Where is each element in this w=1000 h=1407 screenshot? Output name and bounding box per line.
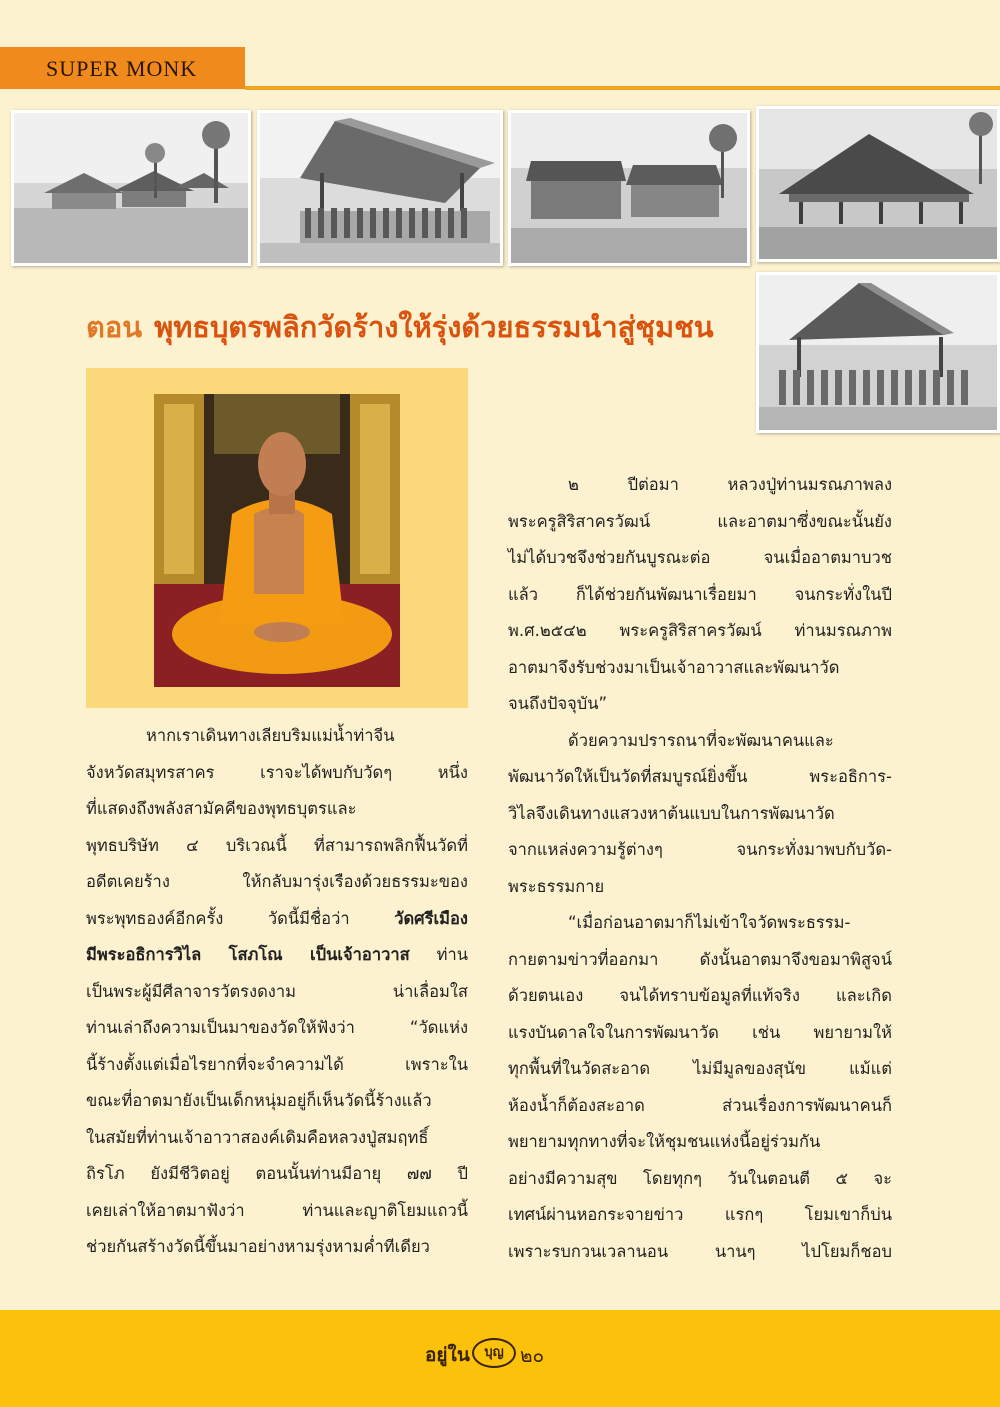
paragraph-line: พระธรรมกาย	[508, 876, 605, 896]
paragraph-line: พระครูสิริสาครวัฒน์ และอาตมาซึ่งขณะนั้นยัง	[508, 511, 892, 531]
left-column	[86, 718, 468, 1266]
paragraph-line: นี้ร้างตั้งแต่เมื่อไรยากที่จะจำความได้ เพราะใน	[86, 1054, 468, 1074]
paragraph-line: ๒ ปีต่อมา หลวงปู่ท่านมรณภาพลง	[568, 475, 892, 494]
paragraph-line: จากแหล่งความรู้ต่างๆ จนกระทั่งมาพบกับวัด-	[508, 840, 892, 859]
paragraph-line: จนถึงปัจจุบัน”	[508, 694, 608, 713]
text-segment: ท่าน	[436, 945, 468, 964]
paragraph-line	[86, 937, 468, 974]
paragraph-line: วิไลจึงเดินทางแสวงหาต้นแบบในการพัฒนาวัด	[508, 803, 835, 823]
temple-name: วัดศรีเมือง	[394, 908, 468, 928]
right-column	[508, 467, 892, 1270]
paragraph-line: อาตมาจึงรับช่วงมาเป็นเจ้าอาวาสและพัฒนาวัด	[508, 657, 840, 677]
header-tab	[0, 47, 245, 89]
paragraph-line: อดีตเคยร้าง ให้กลับมารุ่งเรืองด้วยธรรมะของ	[86, 872, 468, 891]
paragraph-line: ในสมัยที่ท่านเจ้าอาวาสองค์เดิมคือหลวงปู่สมฤทธิ์	[86, 1127, 429, 1147]
paragraph-line: แรงบันดาลใจในการพัฒนาวัด เช่น พยายามให้	[508, 1022, 892, 1042]
paragraph-line: ด้วยความปรารถนาที่จะพัฒนาคนและ	[568, 730, 834, 750]
paragraph-line: พัฒนาวัดให้เป็นวัดที่สมบูรณ์ยิ่งขึ้น พระอธิการ-	[508, 767, 892, 786]
paragraph-line	[86, 901, 468, 938]
footer-brand: อยู่ใน	[425, 1344, 470, 1366]
photo-monks-hall	[257, 110, 503, 266]
header-label: SUPER MONK	[46, 56, 198, 81]
photo-large-hall	[756, 106, 1000, 262]
paragraph-line: หากเราเดินทางเลียบริมแม่น้ำท่าจีน	[146, 726, 395, 745]
paragraph-line: เพราะรบกวนเวลานอน นานๆ ไปโยมก็ชอบ	[508, 1241, 892, 1261]
paragraph-line: เป็นพระผู้มีศีลาจารวัตรงดงาม น่าเลื่อมใส	[86, 981, 468, 1001]
portrait-frame	[86, 368, 468, 708]
header-rule	[245, 86, 1000, 90]
abbot-name: มีพระอธิการวิไล โสภโณ เป็นเจ้าอาวาส	[86, 945, 410, 964]
paragraph-line: “เมื่อก่อนอาตมาก็ไม่เข้าใจวัดพระธรรม-	[568, 913, 851, 932]
footer-brand-circle: บุญ	[472, 1338, 516, 1368]
title-text: พุทธบุตรพลิกวัดร้างให้รุ่งด้วยธรรมนำสู่ชุมชน	[154, 310, 714, 344]
footer-band	[0, 1310, 1000, 1407]
page-number: ๒๐	[520, 1345, 545, 1367]
paragraph-line: อย่างมีความสุข โดยทุกๆ วันในตอนตี ๕ จะ	[508, 1168, 892, 1188]
paragraph-line: ที่แสดงถึงพลังสามัคคีของพุทธบุตรและ	[86, 799, 357, 818]
photo-wooden-buildings	[508, 110, 750, 266]
paragraph-line: ห้องน้ำก็ต้องสะอาด ส่วนเรื่องการพัฒนาคนก็	[508, 1095, 892, 1115]
paragraph-line: ถิรโภ ยังมีชีวิตอยู่ ตอนนั้นท่านมีอายุ ๗๗ ปี	[86, 1164, 468, 1183]
paragraph-line: จังหวัดสมุทรสาคร เราจะได้พบกับวัดๆ หนึ่ง	[86, 762, 468, 782]
photo-monks-assembly	[756, 272, 1000, 433]
paragraph-line: พุทธบริษัท ๔ บริเวณนี้ ที่สามารถพลิกฟื้นวัดที่	[86, 835, 468, 855]
title-prefix: ตอน	[86, 310, 143, 344]
paragraph-line: ท่านเล่าถึงความเป็นมาของวัดให้ฟังว่า “วัดแห่ง	[86, 1018, 468, 1037]
monk-portrait	[154, 394, 400, 687]
paragraph-line: ช่วยกันสร้างวัดนี้ขึ้นมาอย่างหามรุ่งหามค่ำทีเดียว	[86, 1237, 430, 1256]
paragraph-line: พยายามทุกทางที่จะให้ชุมชนแห่งนี้อยู่ร่วมกัน	[508, 1132, 821, 1151]
paragraph-line: ทุกพื้นที่ในวัดสะอาด ไม่มีมูลของสุนัข แม้แต่	[508, 1059, 892, 1078]
paragraph-line: เทศน์ผ่านหอกระจายข่าว แรกๆ โยมเขาก็บ่น	[508, 1205, 892, 1224]
paragraph-line: พ.ศ.๒๕๔๒ พระครูสิริสาครวัฒน์ ท่านมรณภาพ	[508, 621, 892, 640]
paragraph-line: ไม่ได้บวชจึงช่วยกันบูรณะต่อ จนเมื่ออาตมาบวช	[508, 548, 892, 567]
paragraph-line: กายตามข่าวที่ออกมา ดังนั้นอาตมาจึงขอมาพิสูจน์	[508, 949, 892, 969]
paragraph-line: ด้วยตนเอง จนได้ทราบข้อมูลที่แท้จริง และเกิด	[508, 986, 892, 1005]
photo-old-houses	[11, 110, 251, 266]
paragraph-line: ขณะที่อาตมายังเป็นเด็กหนุ่มอยู่ก็เห็นวัดนี้ร้างแล้ว	[86, 1091, 432, 1110]
article-title	[86, 304, 714, 350]
paragraph-line: แล้ว ก็ได้ช่วยกันพัฒนาเรื่อยมา จนกระทั่งในปี	[508, 584, 892, 604]
paragraph-line: เคยเล่าให้อาตมาฟังว่า ท่านและญาติโยมแถวนี้	[86, 1200, 468, 1220]
text-segment: พระพุทธองค์อีกครั้ง วัดนี้มีชื่อว่า	[86, 908, 350, 928]
